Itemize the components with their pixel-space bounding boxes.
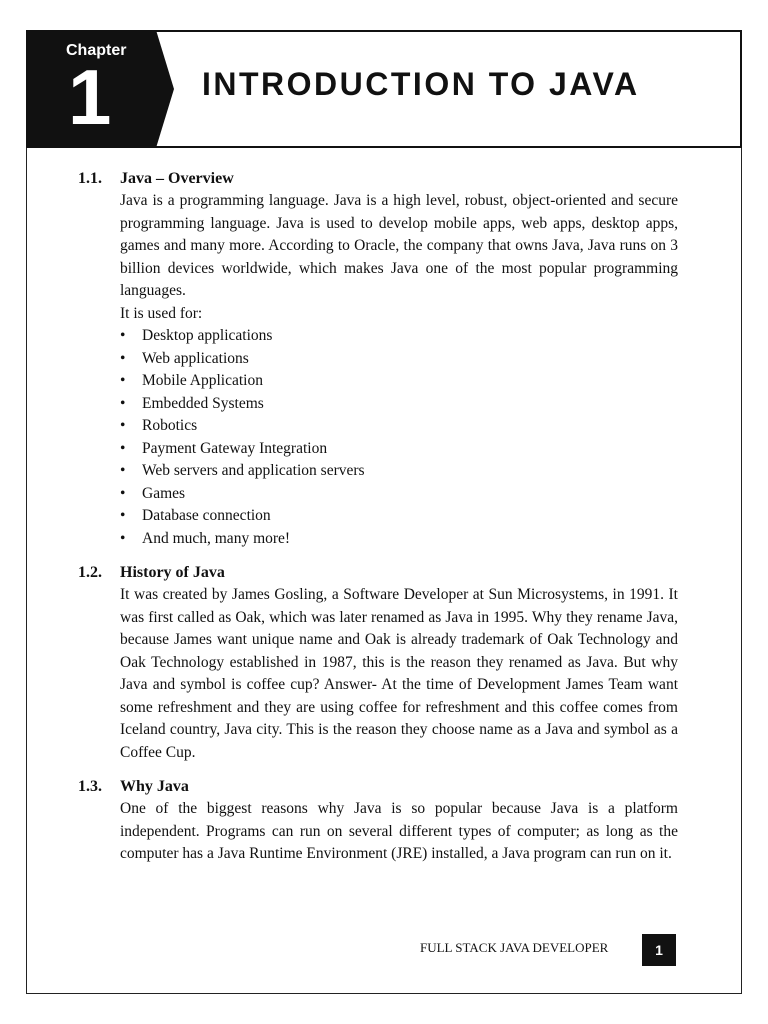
section-history — [78, 562, 678, 764]
list-item: • Mobile Application — [120, 372, 263, 389]
list-item: • Web applications — [120, 349, 249, 367]
section-title: Java – Overview — [120, 170, 234, 187]
list-item: • Robotics — [120, 417, 198, 434]
list-item: • Web servers and application servers — [120, 462, 365, 479]
section-why-java — [78, 776, 678, 866]
footer-label: FULL STACK JAVA DEVELOPER — [420, 940, 609, 955]
chapter-badge — [26, 30, 156, 148]
list-item: • And much, many more! — [120, 529, 291, 547]
page-number: 1 — [642, 934, 676, 966]
section-number: 1.2. — [78, 564, 102, 581]
section-title: Why Java — [120, 778, 189, 795]
list-item: • Desktop applications — [120, 327, 273, 344]
section-overview — [78, 168, 678, 550]
paragraph: One of the biggest reasons why Java is so popular because Java is a platform independent. Programs can run on several different types of computer; as long as the computer has a Java Runtime Environment (JRE) installed, a Java program can run on it. — [120, 800, 678, 862]
list-item: • Games — [120, 484, 186, 502]
main-content — [78, 168, 678, 878]
list-item: • Database connection — [120, 507, 271, 524]
page-footer — [420, 934, 676, 966]
section-heading — [78, 562, 678, 584]
paragraph: It was created by James Gosling, a Software Developer at Sun Microsystems, in 1991. It was first called as Oak, which was later renamed as Java in 1995. Why they rename Java, because James want unique name and Oak is already trademark of Oak Technology and Oak Technology established in 1987, this is the reason they renamed as Java. But why Java and symbol is coffee cup? Answer- At the time of Development James Team want some refreshment and they are using coffee for refreshment and this coffee comes from Iceland country, Java city. This is the reason they choose name as a Java and symbol as a Coffee Cup. — [120, 586, 678, 761]
section-number: 1.1. — [78, 170, 102, 187]
list-item: • Payment Gateway Integration — [120, 439, 328, 457]
list-item: • Embedded Systems — [120, 394, 264, 412]
section-heading — [78, 168, 678, 190]
section-heading — [78, 776, 678, 798]
section-title: History of Java — [120, 564, 225, 581]
chapter-label: Chapter — [66, 42, 127, 59]
section-number: 1.3. — [78, 778, 102, 795]
uses-list — [120, 325, 678, 550]
paragraph: It is used for: — [120, 304, 203, 322]
paragraph: Java is a programming language. Java is a high level, robust, object-oriented and secure programming language. Java is used to develop mobile apps, web apps, desktop apps, games and many more. According to Oracle, the company that owns Java, Java runs on 3 billion devices worldwide, which makes Java one of the most popular programming languages. — [120, 192, 678, 299]
chapter-number: 1 — [68, 53, 112, 141]
page-title: INTRODUCTION TO JAVA — [202, 66, 640, 102]
